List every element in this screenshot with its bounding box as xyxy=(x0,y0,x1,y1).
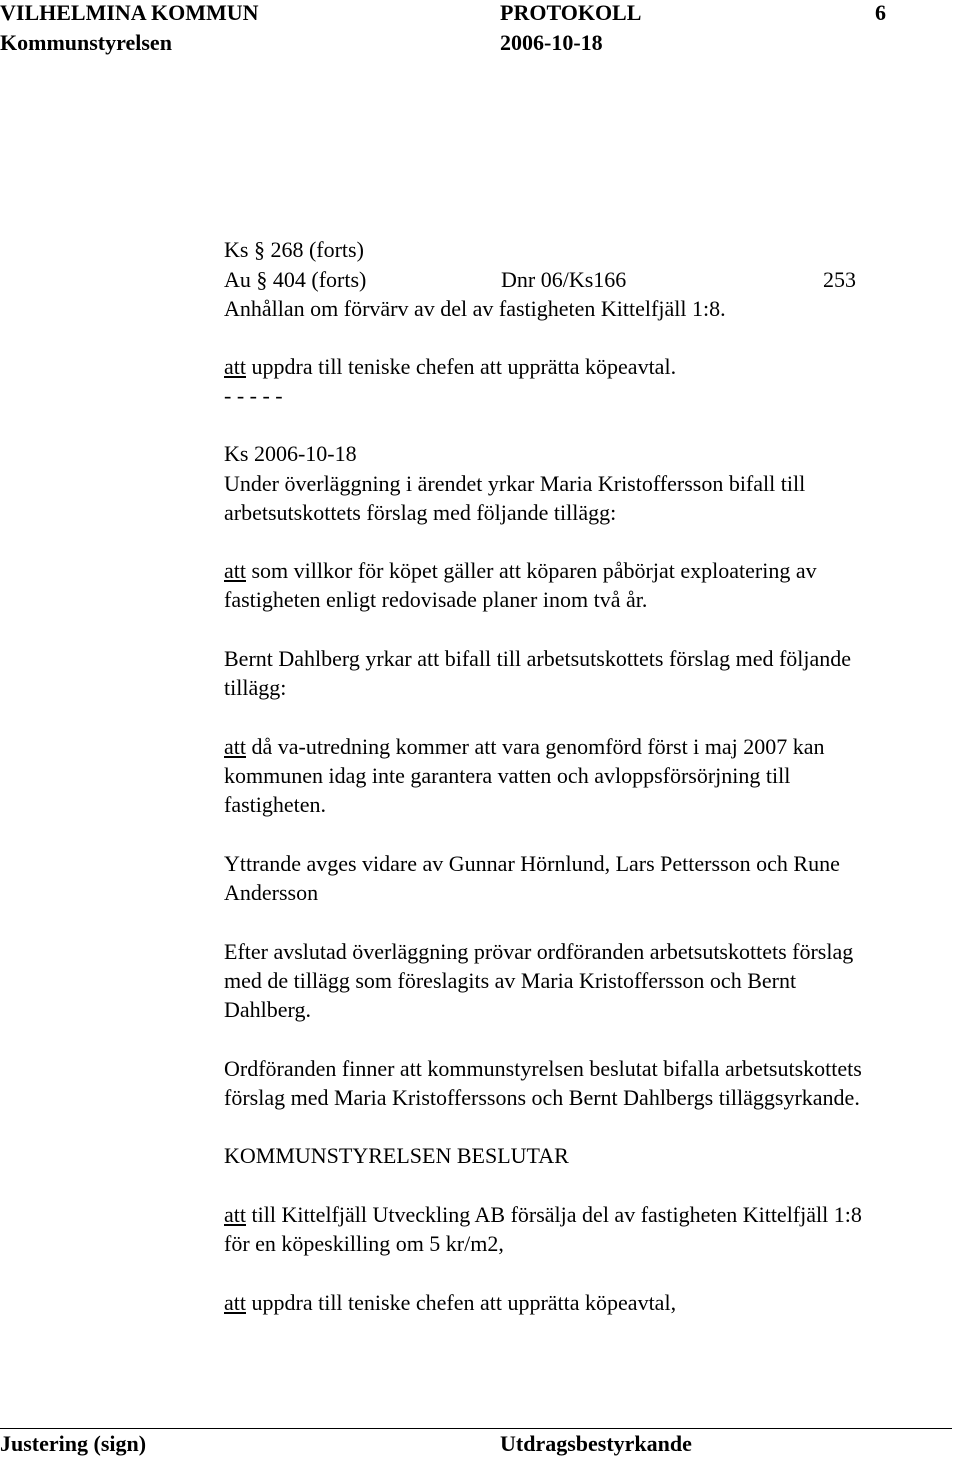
deliberation-line: Efter avslutad överläggning prövar ordföranden arbetsutskottets förslag xyxy=(224,939,854,964)
statements-line: Andersson xyxy=(224,880,319,905)
au-decision-line xyxy=(224,354,676,380)
decision-heading: KOMMUNSTYRELSEN BESLUTAR xyxy=(224,1143,569,1168)
dahlberg-line: Bernt Dahlberg yrkar att bifall till arbetsutskottets förslag med följande xyxy=(224,646,852,671)
ks-date: Ks 2006-10-18 xyxy=(224,441,357,466)
signature-label: Justering (sign) xyxy=(0,1431,147,1456)
kristoffersson-att-line: att som villkor för köpet gäller att köparen påbörjat exploatering av xyxy=(224,558,817,583)
dahlberg-att-line: kommunen idag inte garantera vatten och avloppsförsörjning till xyxy=(224,763,791,788)
discussion-line: Under överläggning i ärendet yrkar Maria Kristoffersson bifall till xyxy=(224,471,806,496)
decision-item-1: att till Kittelfjäll Utveckling AB försälja del av fastigheten Kittelfjäll 1:8 xyxy=(224,1202,862,1227)
page-number: 6 xyxy=(875,0,886,25)
chair-line: Ordföranden finner att kommunstyrelsen beslutat bifalla arbetsutskottets xyxy=(224,1056,862,1081)
statements-line: Yttrande avges vidare av Gunnar Hörnlund, Lars Pettersson och Rune xyxy=(224,851,840,876)
decision-item-1-cont: för en köpeskilling om 5 kr/m2, xyxy=(224,1231,504,1256)
att-keyword: att xyxy=(224,734,246,759)
meeting-date: 2006-10-18 xyxy=(500,30,603,55)
att-keyword: att xyxy=(224,1290,246,1315)
ks-paragraph: Ks § 268 (forts) xyxy=(224,237,364,262)
au-decision-text: uppdra till teniske chefen att upprätta köpeavtal. xyxy=(246,354,677,379)
deliberation-line: med de tillägg som föreslagits av Maria Kristoffersson och Bernt xyxy=(224,968,797,993)
certification-label: Utdragsbestyrkande xyxy=(500,1431,692,1456)
deliberation-line: Dahlberg. xyxy=(224,997,311,1022)
att-keyword: att xyxy=(224,558,246,583)
paragraph-number: 253 xyxy=(823,267,856,292)
case-number: Dnr 06/Ks166 xyxy=(501,267,627,292)
case-title: Anhållan om förvärv av del av fastigheten Kittelfjäll 1:8. xyxy=(224,296,726,321)
dahlberg-att-line: fastigheten. xyxy=(224,792,327,817)
dahlberg-att-line: att då va-utredning kommer att vara genomförd först i maj 2007 kan xyxy=(224,734,825,759)
municipality-name: VILHELMINA KOMMUN xyxy=(0,0,259,25)
decision-item-2: att uppdra till teniske chefen att upprätta köpeavtal, xyxy=(224,1290,677,1315)
att-keyword: att xyxy=(224,354,246,379)
chair-line: förslag med Maria Kristofferssons och Bernt Dahlbergs tilläggsyrkande. xyxy=(224,1085,860,1110)
board-name: Kommunstyrelsen xyxy=(0,30,172,55)
dahlberg-line: tillägg: xyxy=(224,675,287,700)
separator: - - - - - xyxy=(224,383,283,408)
footer-rule xyxy=(0,1428,952,1429)
document-type: PROTOKOLL xyxy=(500,0,642,25)
discussion-line: arbetsutskottets förslag med följande tillägg: xyxy=(224,500,617,525)
kristoffersson-att-line: fastigheten enligt redovisade planer inom två år. xyxy=(224,587,648,612)
au-paragraph: Au § 404 (forts) xyxy=(224,267,367,292)
att-keyword: att xyxy=(224,1202,246,1227)
